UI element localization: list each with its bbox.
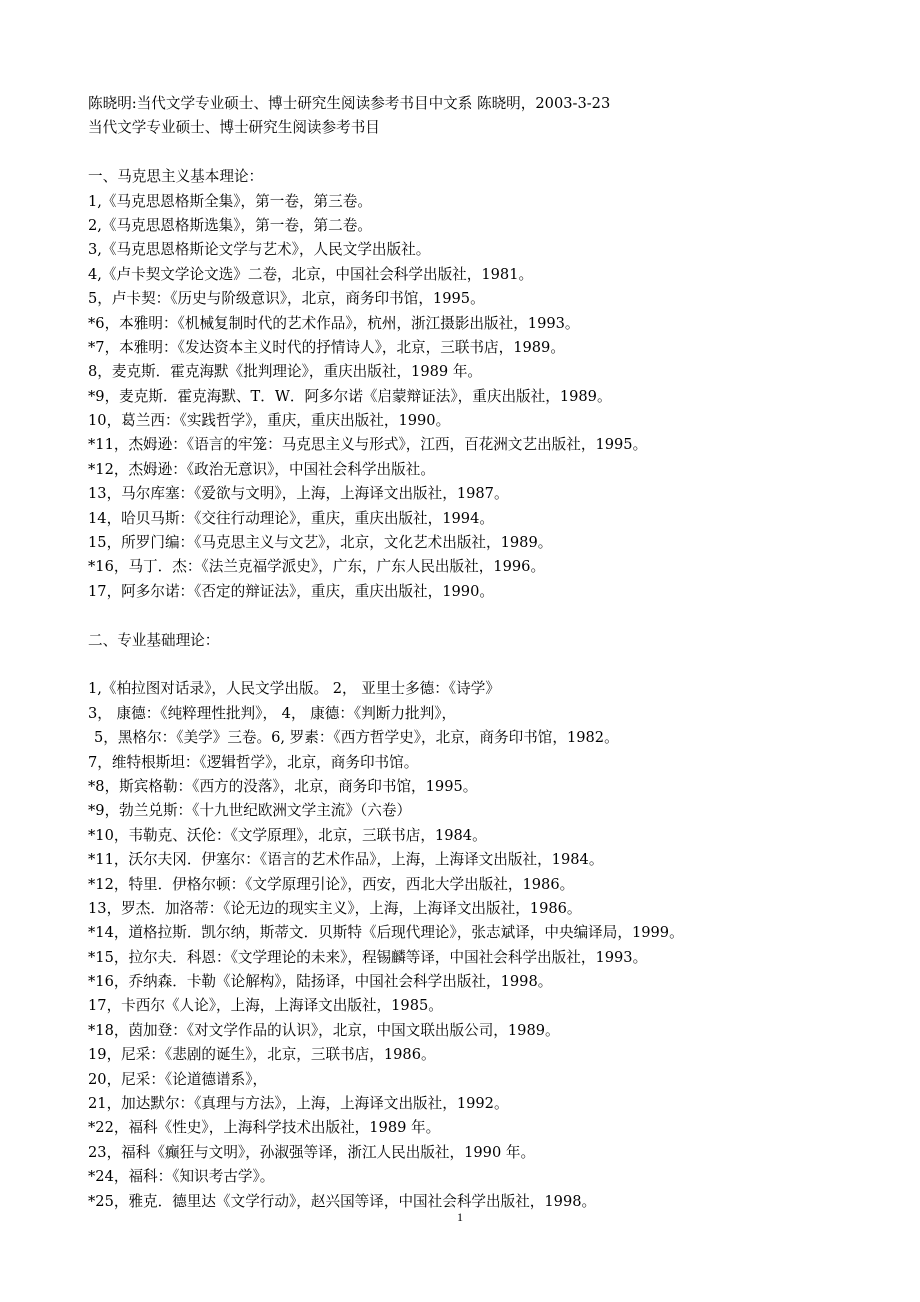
list-item: 19，尼采：《悲剧的诞生》，北京，三联书店，1986。	[88, 1046, 436, 1064]
list-item: 1,《柏拉图对话录》，人民文学出版。 2， 亚里士多德：《诗学》	[88, 680, 500, 698]
list-item: *16，乔纳森．卡勒《论解构》，陆扬译，中国社会科学出版社，1998。	[88, 973, 553, 991]
document-title: 当代文学专业硕士、博士研究生阅读参考书目	[88, 119, 380, 137]
list-item: *10，韦勒克、沃伦：《文学原理》，北京，三联书店，1984。	[88, 826, 487, 844]
list-item: 7，维特根斯坦：《逻辑哲学》，北京，商务印书馆。	[88, 753, 419, 771]
document-header-line: 陈晓明:当代文学专业硕士、博士研究生阅读参考书目中文系 陈晓明，2003-3-23	[88, 95, 611, 112]
list-item: *8，斯宾格勒：《西方的没落》，北京，商务印书馆，1995。	[88, 777, 478, 795]
list-item: 10，葛兰西：《实践哲学》，重庆，重庆出版社，1990。	[88, 412, 451, 430]
list-item: *18，茵加登：《对文学作品的认识》，北京，中国文联出版公司，1989。	[88, 1021, 560, 1039]
list-item: 17，阿多尔诺：《否定的辩证法》，重庆，重庆出版社，1990。	[88, 582, 494, 600]
page-number: 1	[457, 1210, 463, 1224]
list-item: 8，麦克斯．霍克海默《批判理论》，重庆出版社，1989 年。	[88, 363, 483, 381]
list-item: *25，雅克．德里达《文学行动》，赵兴国等译，中国社会科学出版社，1998。	[88, 1192, 597, 1210]
list-item: *9，勃兰兑斯：《十九世纪欧洲文学主流》（六卷）	[88, 802, 412, 820]
list-item: 17，卡西尔《人论》，上海，上海译文出版社，1985。	[88, 997, 443, 1015]
list-item: *24，福科：《知识考古学》。	[88, 1168, 275, 1186]
list-item: *12，特里．伊格尔顿：《文学原理引论》，西安，西北大学出版社，1986。	[88, 875, 575, 893]
list-item: 5，卢卡契：《历史与阶级意识》，北京，商务印书馆，1995。	[88, 290, 485, 308]
list-item: 23，福科《癫狂与文明》，孙淑强等译，浙江人民出版社，1990 年。	[88, 1143, 536, 1161]
list-item: 13，罗杰．加洛蒂：《论无边的现实主义》，上海，上海译文出版社，1986。	[88, 899, 582, 917]
list-item: 21，加达默尔：《真理与方法》，上海，上海译文出版社，1992。	[88, 1095, 509, 1113]
list-item: 2,《马克思恩格斯选集》，第一卷，第二卷。	[88, 216, 372, 234]
list-item: *11，杰姆逊：《语言的牢笼：马克思主义与形式》，江西，百花洲文艺出版社，1995。	[88, 436, 648, 454]
section-heading: 二、专业基础理论：	[88, 631, 220, 649]
list-item: *9，麦克斯．霍克海默、T．W．阿多尔诺《启蒙辩证法》，重庆出版社，1989。	[88, 387, 612, 405]
list-item: *6，本雅明：《机械复制时代的艺术作品》，杭州，浙江摄影出版社，1993。	[88, 314, 580, 332]
section-heading: 一、马克思主义基本理论：	[88, 168, 264, 186]
list-item: 3,《马克思恩格斯论文学与艺术》，人民文学出版社。	[88, 241, 431, 259]
list-item: 13，马尔库塞：《爱欲与文明》，上海，上海译文出版社，1987。	[88, 485, 509, 503]
list-item: *12，杰姆逊：《政治无意识》，中国社会科学出版社。	[88, 460, 435, 478]
list-item: 14，哈贝马斯：《交往行动理论》，重庆，重庆出版社，1994。	[88, 509, 494, 527]
list-item: 3， 康德：《纯粹理性批判》， 4， 康德：《判断力批判》，	[88, 704, 457, 722]
blank-line	[88, 604, 888, 628]
list-item: *15，拉尔夫．科恩：《文学理论的未来》，程锡麟等译，中国社会科学出版社，1993。	[88, 948, 648, 966]
blank-line	[88, 141, 888, 165]
list-item: 20，尼采：《论道德谱系》，	[88, 1070, 268, 1088]
list-item: *7，本雅明：《发达资本主义时代的抒情诗人》，北京，三联书店，1989。	[88, 338, 565, 356]
list-item: 1,《马克思恩格斯全集》，第一卷，第三卷。	[88, 192, 372, 210]
list-item: 4,《卢卡契文学论文选》二卷，北京，中国社会科学出版社，1981。	[88, 265, 534, 283]
list-item: 5，黑格尔：《美学》三卷。6, 罗素：《西方哲学史》，北京，商务印书馆，1982。	[94, 729, 619, 747]
list-item: 15，所罗门编：《马克思主义与文艺》，北京，文化艺术出版社，1989。	[88, 534, 553, 552]
list-item: *22，福科《性史》，上海科学技术出版社，1989 年。	[88, 1119, 441, 1137]
reading-list	[88, 677, 888, 1214]
document-body	[88, 92, 888, 1214]
reading-list	[88, 190, 888, 605]
list-item: *14，道格拉斯．凯尔纳，斯蒂文．贝斯特《后现代理论》，张志斌译，中央编译局，1999。	[88, 924, 684, 942]
blank-line	[88, 653, 888, 677]
list-item: *11，沃尔夫冈．伊塞尔：《语言的艺术作品》，上海，上海译文出版社，1984。	[88, 851, 604, 869]
list-item: *16，马丁．杰：《法兰克福学派史》，广东，广东人民出版社，1996。	[88, 558, 546, 576]
